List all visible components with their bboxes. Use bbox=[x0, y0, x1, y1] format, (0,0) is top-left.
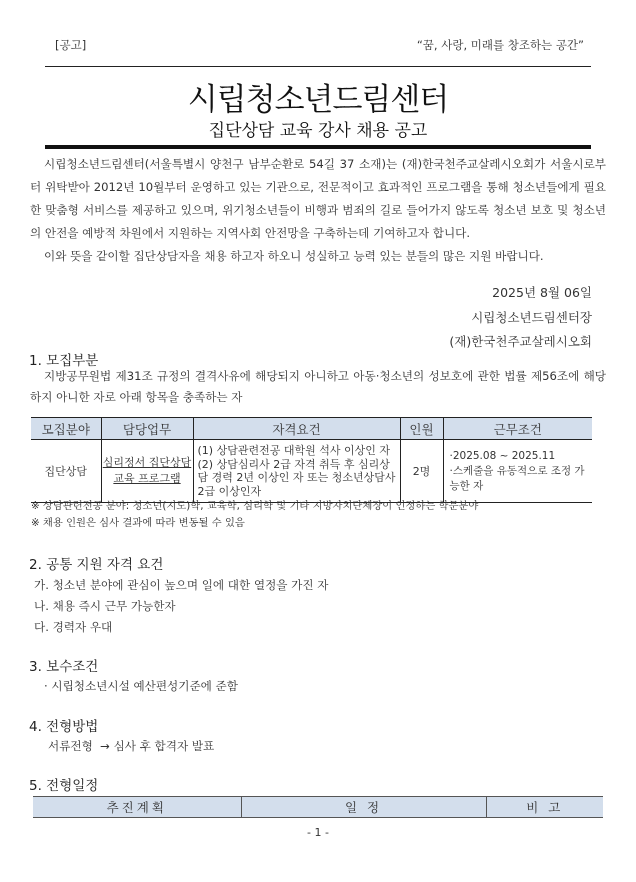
table-row bbox=[31, 440, 592, 503]
page-title: 시립청소년드림센터 bbox=[187, 82, 449, 118]
schedule-table bbox=[33, 796, 603, 818]
cell-duty: 심리정서 집단상담 교육 프로그램 bbox=[101, 440, 193, 503]
recruitment-table bbox=[31, 417, 592, 503]
page-number: - 1 - bbox=[307, 826, 329, 839]
col-header-field: 모집분야 bbox=[31, 418, 101, 440]
section2-list bbox=[34, 575, 328, 638]
col-header-schedule: 일 정 bbox=[241, 797, 486, 818]
list-item: 가. 청소년 분야에 관심이 높으며 일에 대한 열정을 가진 자 bbox=[34, 578, 329, 592]
section3-item: · 시립청소년시설 예산편성기준에 준함 bbox=[44, 679, 238, 693]
section1-heading: 1. 모집부분 bbox=[29, 353, 99, 369]
list-item: 나. 채용 즉시 근무 가능한자 bbox=[34, 599, 176, 613]
notice-tag: [공고] bbox=[55, 38, 87, 52]
col-header-work-conditions: 근무조건 bbox=[443, 418, 592, 440]
slogan: “꿈, 사랑, 미래를 창조하는 공간” bbox=[416, 38, 584, 52]
note-headcount: ※ 채용 인원은 심사 결과에 따라 변동될 수 있음 bbox=[31, 517, 245, 529]
section1-description: 지방공무원법 제31조 규정의 결격사유에 해당되지 아니하고 아동·청소년의 성보호에 관한 법률 제56조에 해당하지 아니한 자로 아래 항목을 충족하는 자 bbox=[30, 369, 606, 404]
cell-field: 집단상담 bbox=[31, 440, 101, 503]
signature-org: 시립청소년드림센터장 bbox=[471, 309, 592, 325]
list-item: 다. 경력자 우대 bbox=[34, 620, 113, 634]
intro bbox=[30, 153, 606, 268]
section4-item: 서류전형 → 심사 후 합격자 발표 bbox=[48, 739, 215, 753]
signature-foundation: (재)한국천주교살레시오회 bbox=[449, 334, 592, 349]
divider-thick bbox=[45, 145, 591, 149]
col-header-requirements: 자격요건 bbox=[193, 418, 400, 440]
section3-heading: 3. 보수조건 bbox=[29, 659, 99, 675]
page-subtitle: 집단상담 교육 강사 채용 공고 bbox=[208, 121, 428, 141]
cell-work-conditions: ·2025.08 ~ 2025.11 ·스케줄을 유동적으로 조정 가능한 자 bbox=[443, 440, 592, 503]
section4-heading: 4. 전형방법 bbox=[29, 719, 99, 735]
divider-thin bbox=[45, 66, 591, 67]
announcement-date: 2025년 8월 06일 bbox=[492, 285, 592, 300]
section2-heading: 2. 공통 지원 자격 요건 bbox=[29, 557, 164, 573]
col-header-duty: 담당업무 bbox=[101, 418, 193, 440]
section5-heading: 5. 전형일정 bbox=[29, 778, 99, 794]
intro-paragraph-2: 이와 뜻을 같이할 집단상담자을 채용 하고자 하오니 성실하고 능력 있는 분들의 많은 지원 바랍니다. bbox=[44, 249, 544, 263]
col-header-headcount: 인원 bbox=[400, 418, 443, 440]
table-header-row bbox=[31, 418, 592, 440]
signature-block bbox=[449, 281, 592, 355]
intro-paragraph-1: 시립청소년드림센터(서울특별시 양천구 남부순환로 54길 37 소재)는 (재)한국천주교살레시오회가 서울시로부터 위탁받아 2012년 10월부터 운영하고 있는 기관으로, 전문적이고 효과적인 프로그램을 통해 청소년들에게 필요한 맞춤형 서비스를 제공하고 있으며, 위기청소년들이 비행과 범죄의 길로 들어가지 않도록 청소년 보호 및 청소년의 안전을 예방적 차원에서 지원하는 지역사회 안전망을 구축하는데 기여하고자 합니다. bbox=[30, 157, 606, 240]
col-header-remarks: 비 고 bbox=[486, 797, 603, 818]
note-major: ※ 상담관련전공 분야: 청소년(지도)학, 교육학, 심리학 및 기타 지방자치단체장이 인정하는 학문분야 bbox=[31, 500, 479, 512]
cell-requirements: (1) 상담관련전공 대학원 석사 이상인 자 (2) 상담심리사 2급 자격 취득 후 심리상담 경력 2년 이상인 자 또는 청소년상담사 2급 이상인자 bbox=[193, 440, 400, 503]
cell-headcount: 2명 bbox=[400, 440, 443, 503]
table-header-row bbox=[33, 797, 603, 818]
col-header-plan: 추진계획 bbox=[33, 797, 241, 818]
